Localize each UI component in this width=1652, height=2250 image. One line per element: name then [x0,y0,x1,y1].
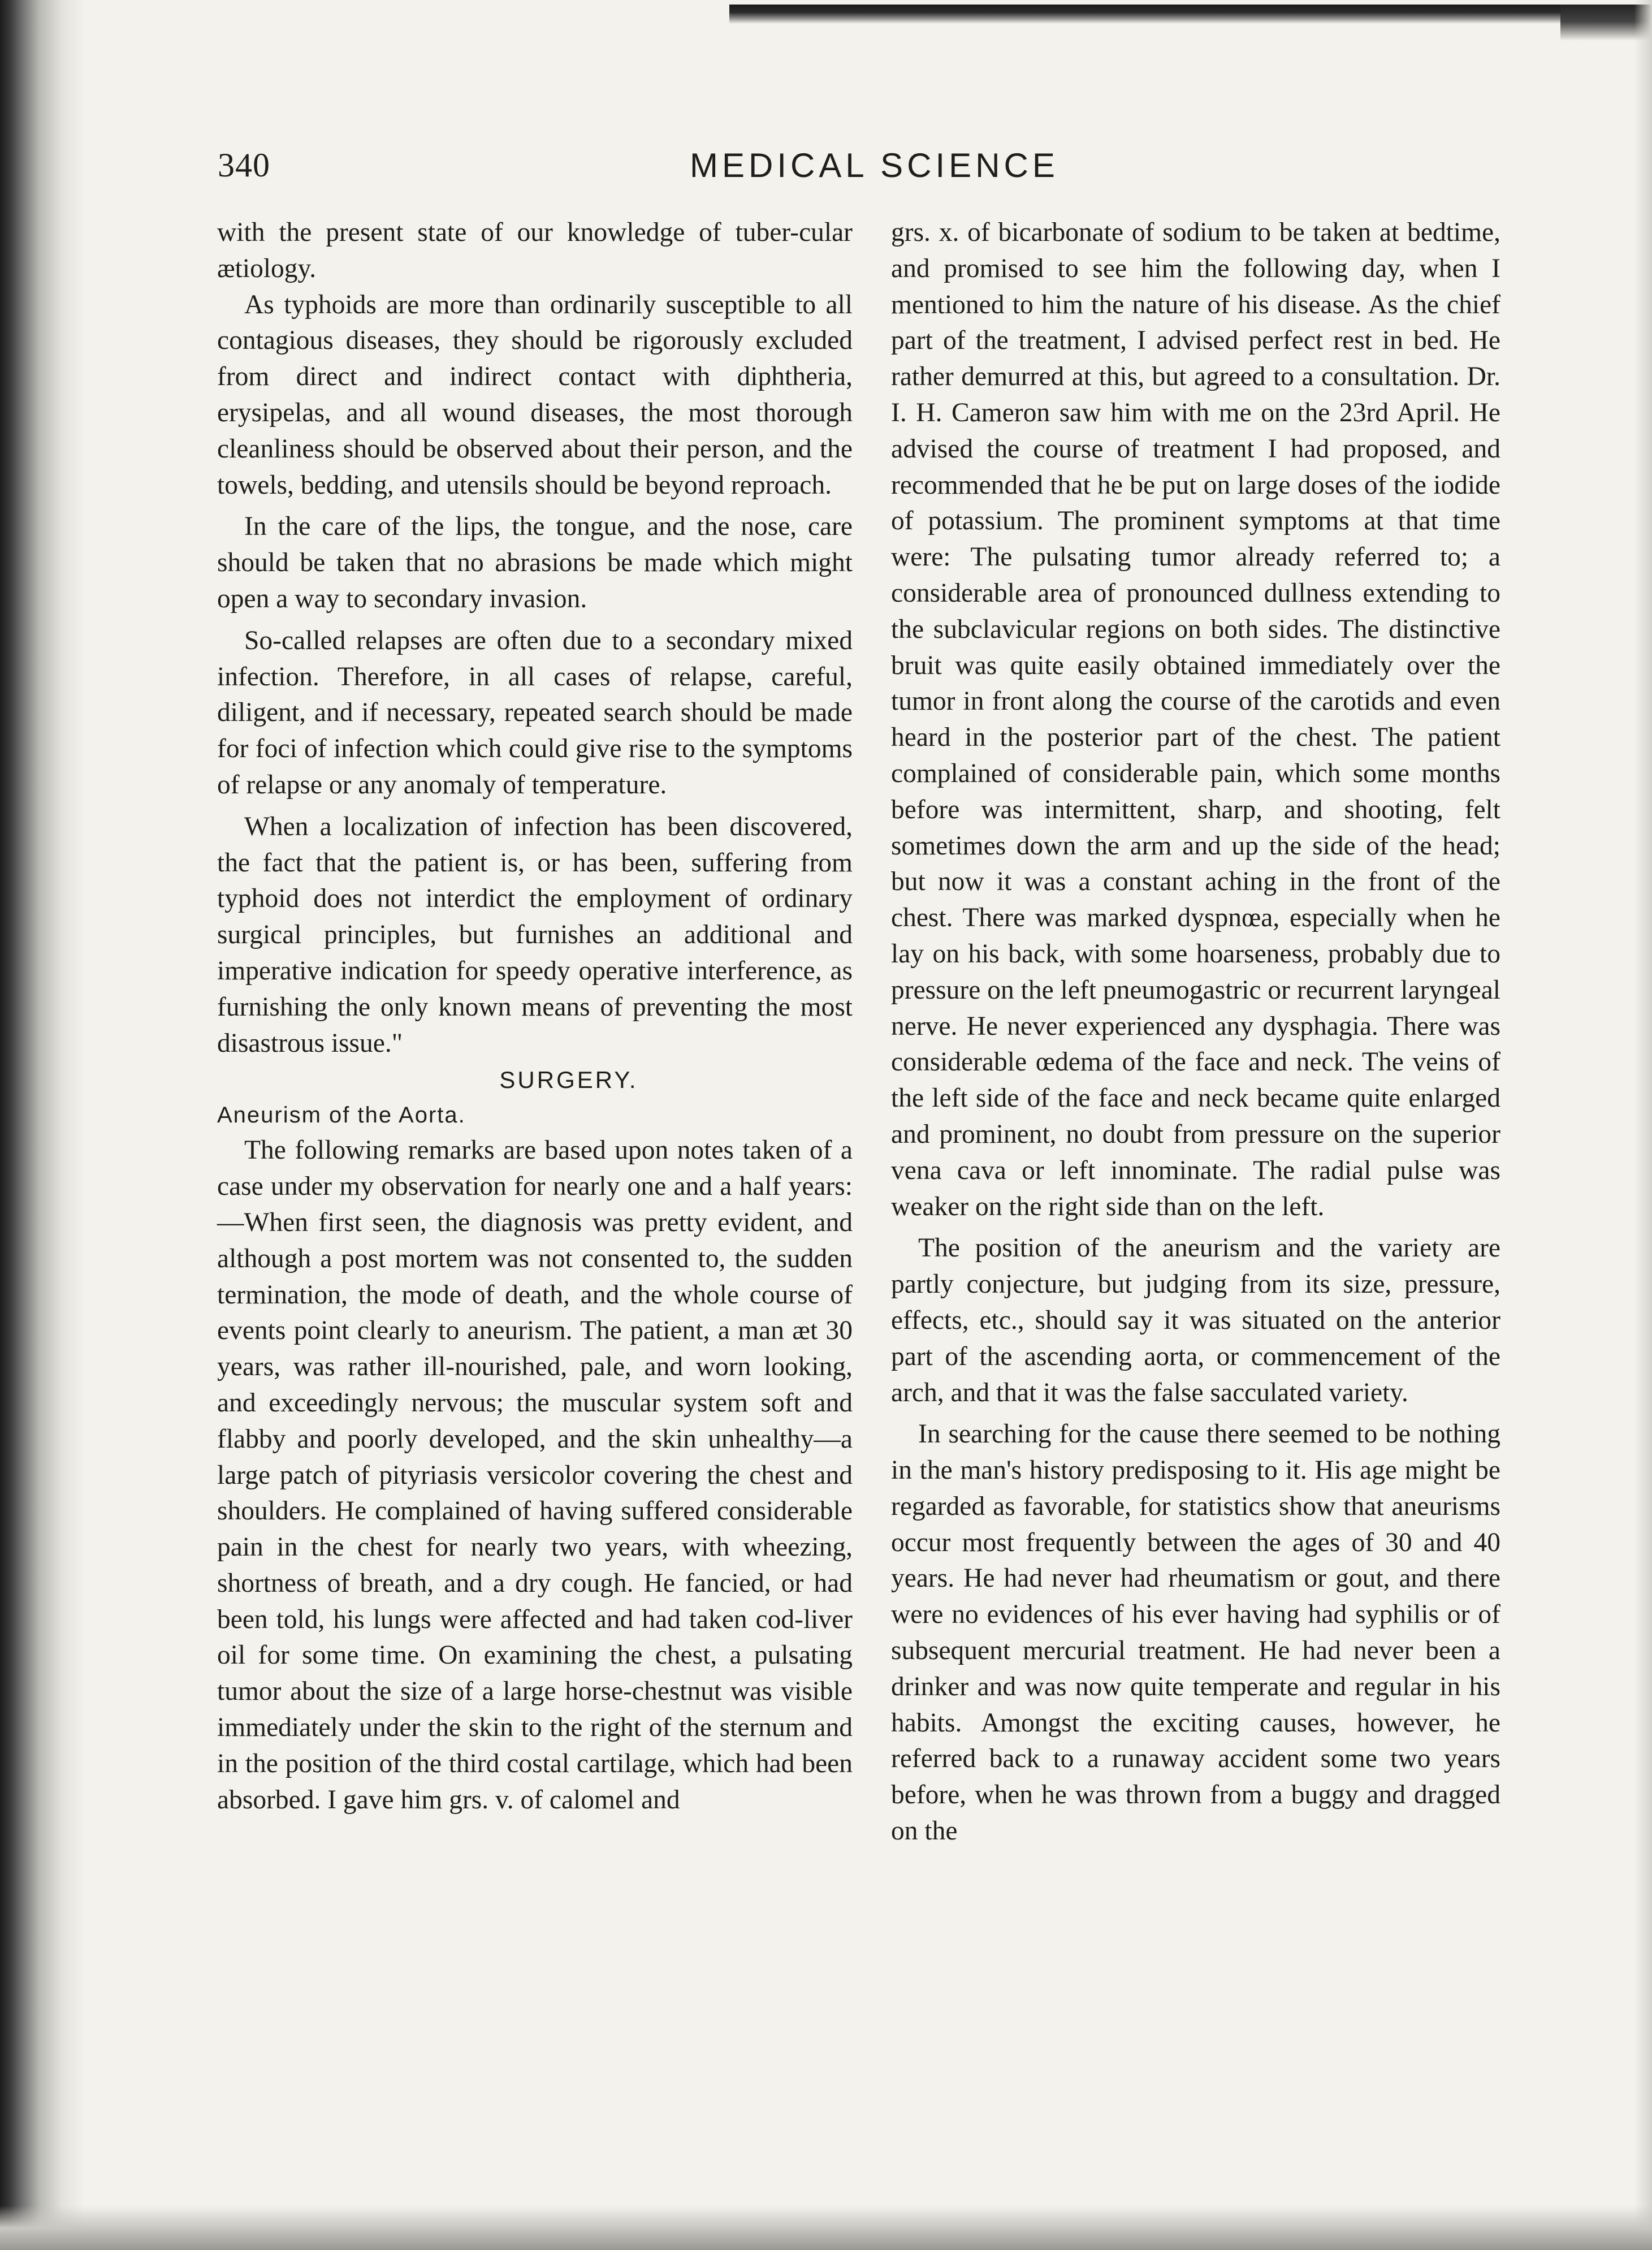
paragraph: The position of the aneurism and the variety are partly conjecture, but judging from its size, pressure, effects, etc., should say it was situated on the anterior part of the ascending aorta, or commencement of the arch, and that it was the false sacculated variety. [891,1233,1500,1407]
scan-bottom-edge [0,2205,1652,2250]
running-title: MEDICAL SCIENCE [690,146,1059,184]
paragraph: In searching for the cause there seemed to be nothing in the man's history predisposing to it. His age might be regarded as favorable, for statistics show that aneurisms occur most frequently between the ages of 30 and 40 years. He had never had rheumatism or gout, and there were no evidences of his ever having had syphilis or of subsequent mercurial treatment. He had never been a drinker and was now quite temperate and regular in his habits. Amongst the exciting causes, however, he referred back to a runaway accident some two years before, when he was thrown from a buggy and dragged on the [891,1419,1500,1846]
paragraph: with the present state of our knowledge of tuber-cular ætiology. [217,218,853,283]
paragraph: So-called relapses are often due to a secondary mixed infection. Therefore, in all cases of relapse, careful, diligent, and if necessary, repeated search should be made for foci of infection which could give rise to the symptoms of relapse or any anomaly of temperature. [217,625,853,800]
scan-binding-shadow [0,0,85,2250]
paragraph: grs. x. of bicarbonate of sodium to be taken at bedtime, and promised to see him the following day, when I mentioned to him the nature of his disease. As the chief part of the treatment, I advised perfect rest in bed. He rather demurred at this, but agreed to a consultation. Dr. I. H. Cameron saw him with me on the 23rd April. He advised the course of treatment I had proposed, and recommended that he be put on large doses of the iodide of potassium. The prominent symptoms at that time were: The pulsating tumor already referred to; a considerable area of pronounced dullness extending to the subclavicular regions on both sides. The distinctive bruit was quite easily obtained immediately over the tumor in front along the course of the carotids and even heard in the posterior part of the chest. The patient complained of considerable pain, which some months before was intermittent, sharp, and shooting, felt sometimes down the arm and up the side of the head; but now it was a constant aching in the front of the chest. There was marked dyspnœa, especially when he lay on his back, with some hoarseness, probably due to pressure on the left pneumogastric or recurrent laryngeal nerve. He never experienced any dysphagia. There was considerable œdema of the face and neck. The veins of the left side of the face and neck became quite enlarged and prominent, no doubt from pressure on the superior vena cava or left innominate. The radial pulse was weaker on the right side than on the left. [891,218,1500,1221]
paragraph: In the care of the lips, the tongue, and the nose, care should be taken that no abrasions be made which might open a way to secondary invasion. [217,512,853,614]
left-column [217,215,853,1818]
scan-right-edge [1634,0,1652,2250]
paragraph: When a localization of infection has been discovered, the fact that the patient is, or has been, suffering from typhoid does not interdict the employment of ordinary surgical principles, but furnishes an additional and imperative indication for speedy operative interference, as furnishing the only known means of preventing the most disastrous issue." [217,811,853,1058]
section-heading: SURGERY. [499,1066,638,1094]
scan-top-edge [729,5,1594,24]
article-title: Aneurism of the Aorta. [217,1103,466,1128]
right-column [891,215,1500,1850]
page-number: 340 [218,146,270,184]
paragraph: As typhoids are more than ordinarily susceptible to all contagious diseases, they should be rigorously excluded from direct and indirect contact with diphtheria, erysipelas, and all wound diseases, the most thorough cleanliness should be observed about their person, and the towels, bedding, and utensils should be beyond reproach. [217,290,853,500]
paragraph: The following remarks are based upon notes taken of a case under my observation for nearly one and a half years:—When first seen, the diagnosis was pretty evident, and although a post mortem was not consented to, the sudden termination, the mode of death, and the whole course of events point clearly to aneurism. The patient, a man æt 30 years, was rather ill-nourished, pale, and worn looking, and exceedingly nervous; the muscular system soft and flabby and poorly developed, and the skin unhealthy—a large patch of pityriasis versicolor covering the chest and shoulders. He complained of having suffered considerable pain in the chest for nearly two years, with wheezing, shortness of breath, and a dry cough. He fancied, or had been told, his lungs were affected and had taken cod-liver oil for some time. On examining the chest, a pulsating tumor about the size of a large horse-chestnut was visible immediately under the skin to the right of the sternum and in the position of the third costal cartilage, which had been absorbed. I gave him grs. v. of calomel and [217,1135,853,1815]
